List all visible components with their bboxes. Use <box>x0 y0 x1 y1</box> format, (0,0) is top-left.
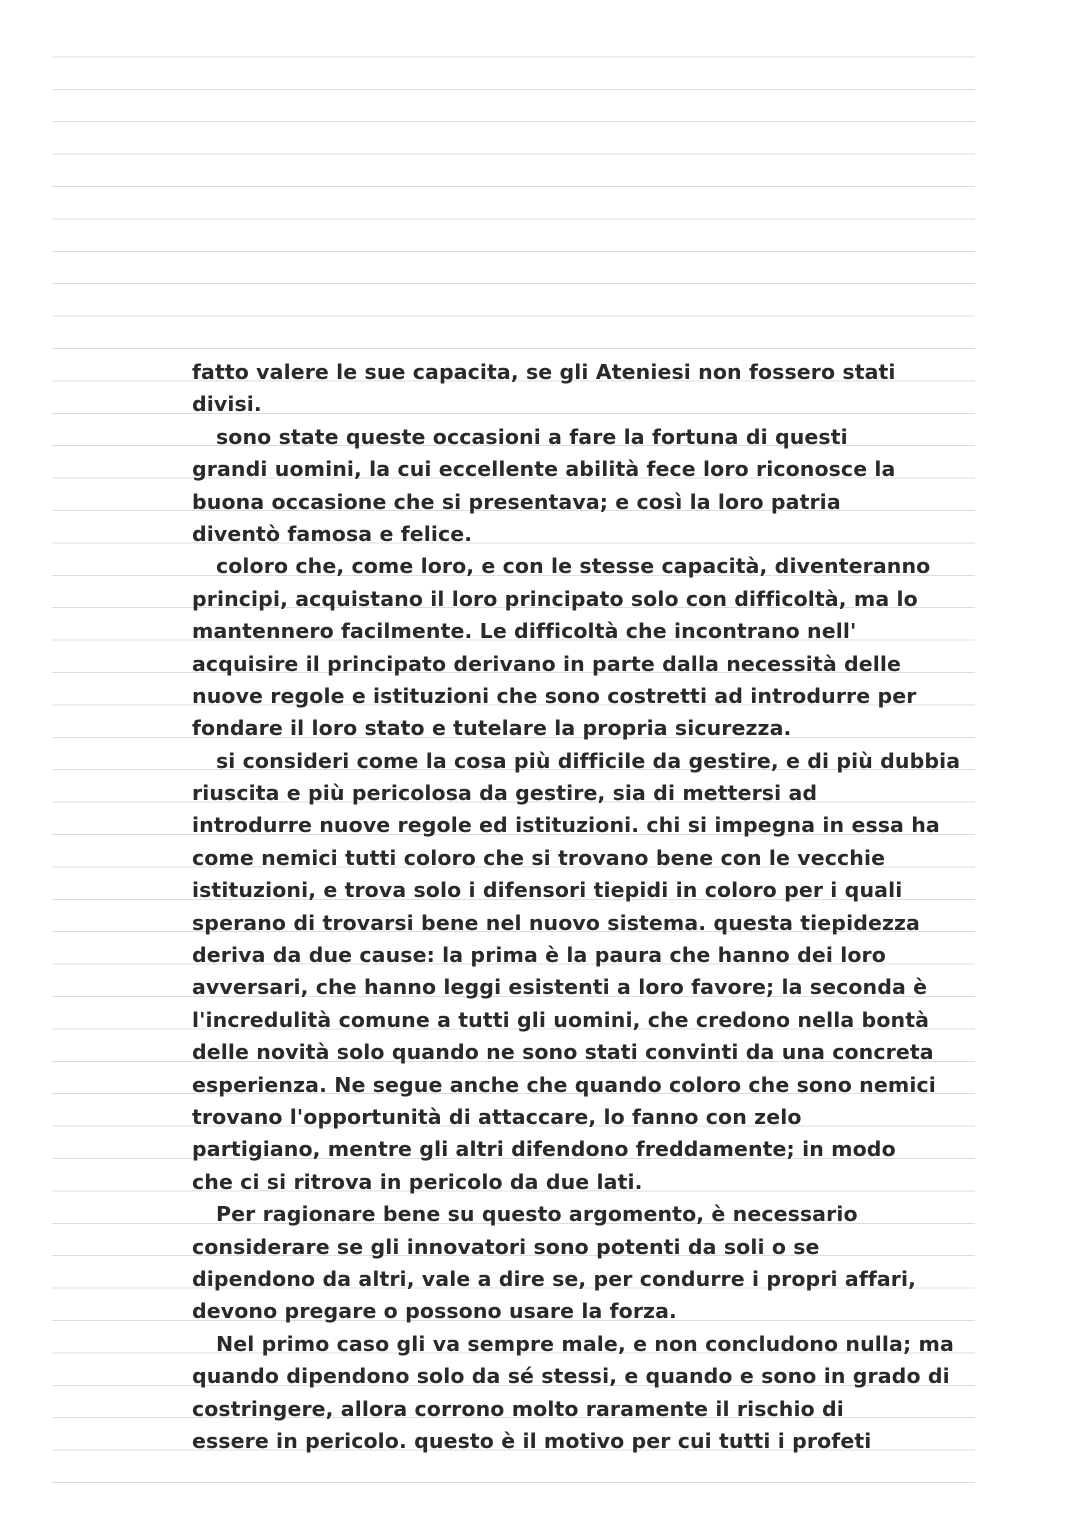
text-line: devono pregare o possono usare la forza. <box>192 1299 677 1324</box>
page-right-margin <box>1027 0 1080 1527</box>
text-line: come nemici tutti coloro che si trovano bene con le vecchie <box>192 845 886 870</box>
text-line: trovano l'opportunità di attaccare, lo fanno con zelo <box>192 1104 802 1129</box>
text-line: Per ragionare bene su questo argomento, è necessario <box>216 1202 858 1227</box>
text-line: avversari, che hanno leggi esistenti a loro favore; la seconda è <box>192 975 928 1000</box>
text-line: introdurre nuove regole ed istituzioni. chi si impegna in essa ha <box>192 813 940 838</box>
page-left-margin <box>0 0 52 1527</box>
text-line: riuscita e più pericolosa da gestire, sia di mettersi ad <box>192 781 818 806</box>
text-line: grandi uomini, la cui eccellente abilità fece loro riconosce la <box>192 457 896 482</box>
text-line: acquisire il principato derivano in parte dalla necessità delle <box>192 651 902 676</box>
text-line: esperienza. Ne segue anche che quando coloro che sono nemici <box>192 1072 936 1097</box>
text-line: che ci si ritrova in pericolo da due lati. <box>192 1169 643 1194</box>
text-line: partigiano, mentre gli altri difendono freddamente; in modo <box>192 1137 896 1162</box>
text-line: fatto valere le sue capacita, se gli Ateniesi non fossero stati <box>192 360 896 384</box>
text-line: sperano di trovarsi bene nel nuovo sistema. questa tiepidezza <box>192 910 920 935</box>
text-line: buona occasione che si presentava; e così la loro patria <box>192 489 841 514</box>
text-line: essere in pericolo. questo è il motivo per cui tutti i profeti <box>192 1428 872 1453</box>
text-line: dipendono da altri, vale a dire se, per condurre i propri affari, <box>192 1266 917 1291</box>
text-line: sono state queste occasioni a fare la fortuna di questi <box>216 424 848 449</box>
text-line: delle novità solo quando ne sono stati convinti da una concreta <box>192 1040 934 1065</box>
text-line: deriva da due cause: la prima è la paura che hanno dei loro <box>192 943 886 968</box>
text-line: divisi. <box>192 392 262 417</box>
text-line: quando dipendono solo da sé stessi, e quando e sono in grado di <box>192 1364 950 1389</box>
handwritten-text-block <box>192 356 961 1457</box>
text-line: Nel primo caso gli va sempre male, e non concludono nulla; ma <box>216 1331 954 1356</box>
text-line: l'incredulità comune a tutti gli uomini, che credono nella bontà <box>192 1007 930 1032</box>
text-line: si consideri come la cosa più difficile da gestire, e di più dubbia <box>216 748 961 773</box>
text-line: principi, acquistano il loro principato solo con difficoltà, ma lo <box>192 586 918 611</box>
text-line: costringere, allora corrono molto raramente il rischio di <box>192 1396 844 1421</box>
text-line: fondare il loro stato e tutelare la propria sicurezza. <box>192 716 792 741</box>
text-line: mantennero facilmente. Le difficoltà che incontrano nell' <box>192 619 857 644</box>
text-line: diventò famosa e felice. <box>192 521 473 546</box>
text-line: nuove regole e istituzioni che sono costretti ad introdurre per <box>192 683 917 708</box>
text-line: istituzioni, e trova solo i difensori tiepidi in coloro per i quali <box>192 878 903 903</box>
text-line: coloro che, come loro, e con le stesse capacità, diventeranno <box>216 554 931 579</box>
text-line: considerare se gli innovatori sono potenti da soli o se <box>192 1234 820 1259</box>
